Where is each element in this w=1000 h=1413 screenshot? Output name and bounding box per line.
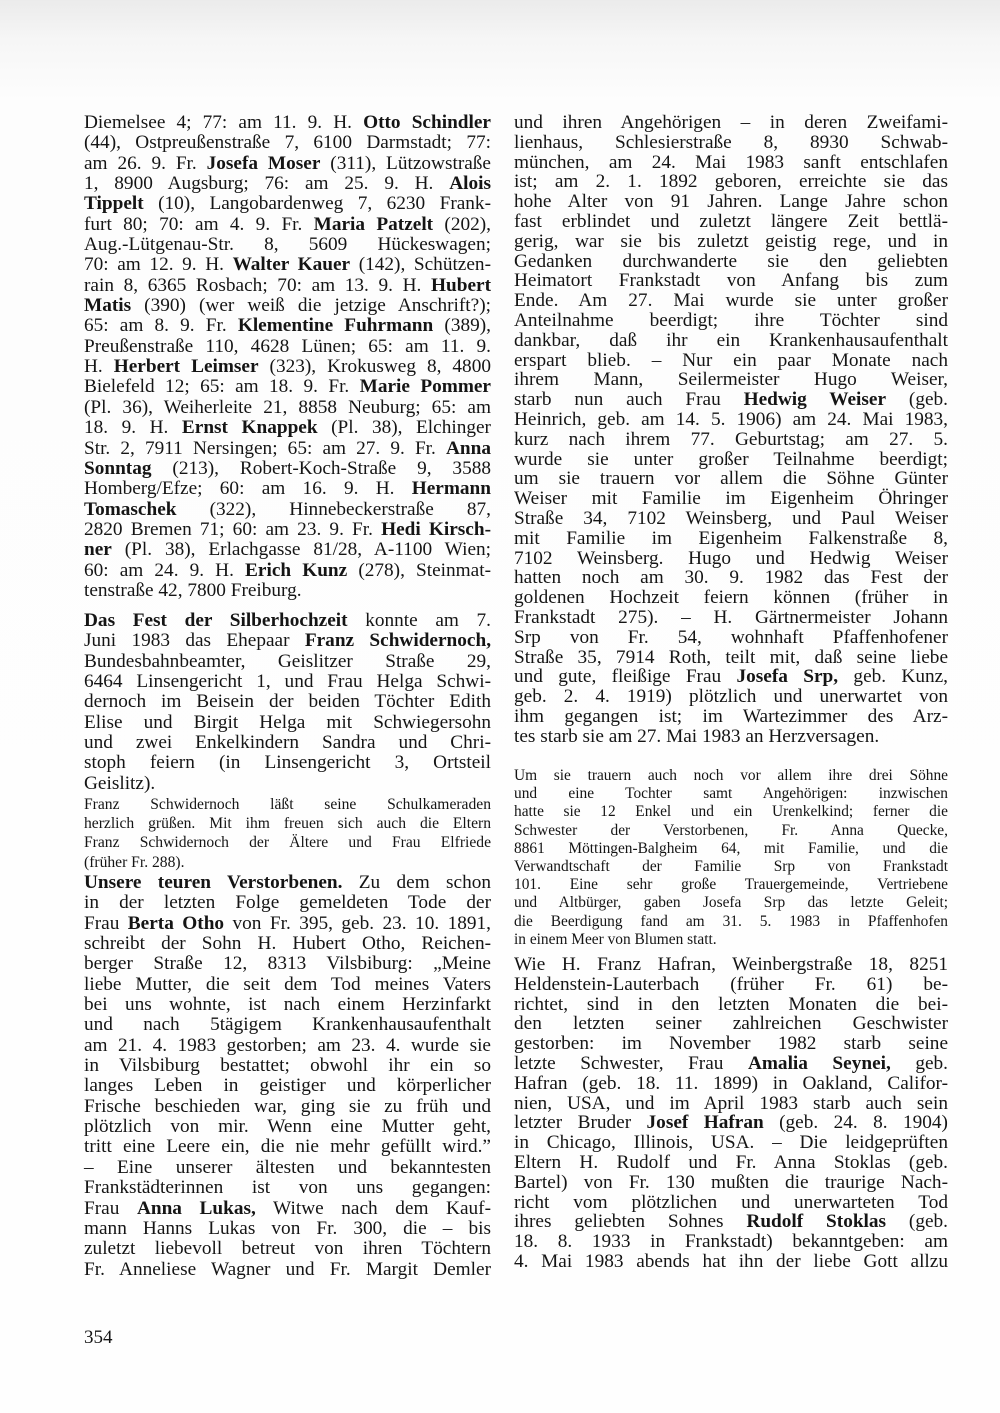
- text-run: richtet, sind in den letzten Monaten die bei-: [514, 993, 948, 1015]
- paragraph-obituaries: [84, 873, 491, 1280]
- text-run: in der letzten Folge gemeldeten Tode der: [84, 892, 491, 914]
- text-run: Straße 34, 7102 Weinsberg, und Paul Weiser: [514, 507, 948, 529]
- text-run: Bundesbahnbeamter, Geislitzer Straße 29,: [84, 650, 491, 672]
- text-run: am 21. 4. 1983 gestorben; am 23. 4. wurde sie: [84, 1034, 491, 1056]
- bold-name: Klementine Fuhrmann: [237, 315, 434, 337]
- bold-name: Maria Patzelt: [313, 213, 434, 235]
- text-run: (Pl. 36), Weiherleite 21, 8858 Neuburg; 65: am: [84, 396, 491, 418]
- text-line: [514, 1212, 948, 1232]
- text-run: Franz Schwidernoch läßt seine Schulkameraden: [84, 796, 491, 813]
- text-run: (390) (wer weiß die jetzige Anschrift?);: [131, 295, 491, 317]
- bold-name: Hedwig Weiser: [743, 389, 887, 411]
- text-run: 6464 Linsengericht 1, und Frau Helga Schwi-: [84, 671, 491, 693]
- text-run: (geb.: [886, 1211, 948, 1233]
- text-line: [84, 795, 491, 814]
- text-run: um sie trauern vor allem die Söhne Günter: [514, 468, 948, 490]
- paragraph-mourners-note: [514, 767, 948, 949]
- text-run: hohe Alter von 91 Jahren. Lange Jahre schon: [514, 191, 948, 213]
- text-run: am 26. 9. Fr.: [84, 152, 207, 174]
- text-run: Frau: [84, 1197, 137, 1219]
- text-run: Um sie trauern auch noch vor allem ihre drei Söhne: [514, 767, 948, 784]
- text-line: [84, 934, 491, 954]
- text-line: [514, 995, 948, 1015]
- text-line: [514, 975, 948, 995]
- text-run: Straße 35, 7914 Roth, teilt mit, daß seine liebe: [514, 646, 948, 668]
- text-run: Ende. Am 27. Mai wurde sie unter großer: [514, 290, 948, 312]
- text-run: ist; am 2. 1. 1892 geboren, erreichte sie das: [514, 171, 948, 193]
- text-line: [84, 1015, 491, 1035]
- text-line: [84, 377, 491, 397]
- text-line: [514, 1252, 948, 1272]
- text-line: [514, 628, 948, 648]
- text-run: Zu dem schon: [342, 872, 491, 893]
- text-line: [84, 418, 491, 438]
- text-line: [514, 1232, 948, 1252]
- text-run: Verwandtschaft der Familie Srp von Frankstadt: [514, 857, 948, 875]
- text-run: fast erblindet und zuletzt längere Zeit bettlä-: [514, 210, 948, 232]
- text-line: [514, 1034, 948, 1054]
- text-run: von Fr. 395, geb. 23. 10. 1891,: [224, 912, 491, 934]
- text-line: [514, 608, 948, 628]
- bold-name: Herbert Leimser: [113, 356, 259, 378]
- text-run: Heinrich, geb. am 14. 5. 1906) am 24. Mai 1983,: [514, 408, 948, 430]
- page-number: 354: [84, 1327, 113, 1348]
- paragraph-obituaries-continued: [514, 113, 948, 747]
- text-run: dernoch im Beisein der beiden Töchter Edith: [84, 691, 491, 713]
- text-run: ihres geliebten Sohnes: [514, 1211, 747, 1233]
- text-run: den letzten seiner zahlreichen Geschwister: [514, 1013, 948, 1035]
- text-run: 18. 8. 1933 in Frankstadt) bekanntgeben: am: [514, 1231, 948, 1253]
- bold-name: Otto Schindler: [363, 112, 491, 133]
- text-run: geb. 2. 4. 1919) plötzlich und unerwartet von: [514, 686, 948, 708]
- text-run: 4. Mai 1983 abends hat ihn der liebe Gott allzu: [514, 1250, 948, 1272]
- text-line: [514, 931, 948, 949]
- text-run: tes starb sie am 27. Mai 1983 an Herzversagen.: [514, 725, 880, 747]
- text-line: [514, 707, 948, 727]
- text-run: Aug.-Lütgenau-Str. 8, 5609 Hückeswagen;: [84, 234, 491, 256]
- text-run: und eine Tochter samt Angehörigen: inzwischen: [514, 785, 948, 803]
- text-run: Srp von Fr. 54, wohnhaft Pfaffenhofener: [514, 626, 948, 648]
- text-line: [514, 172, 948, 192]
- text-run: herzlich grüßen. Mit ihm freuen sich auch die Eltern: [84, 815, 491, 833]
- text-line: [514, 549, 948, 569]
- text-line: [84, 975, 491, 995]
- text-run: (Pl. 38), Elchinger: [317, 417, 491, 439]
- text-line: [84, 631, 491, 651]
- text-line: [84, 357, 491, 377]
- text-line: [84, 235, 491, 255]
- text-run: (früher Fr. 288).: [84, 853, 185, 871]
- text-line: [84, 873, 491, 893]
- bold-name: Erich Kunz: [245, 559, 348, 581]
- text-run: Geislitz).: [84, 772, 156, 794]
- text-run: letzter Bruder: [514, 1112, 647, 1134]
- text-line: [84, 316, 491, 336]
- text-line: [84, 1137, 491, 1157]
- text-line: [514, 894, 948, 912]
- text-run: (202),: [433, 213, 491, 235]
- text-line: [84, 174, 491, 194]
- text-run: mann Hanns Lukas von Fr. 300, die – bis: [84, 1217, 491, 1239]
- text-line: [84, 1158, 491, 1178]
- text-line: [514, 390, 948, 410]
- text-line: [84, 1219, 491, 1239]
- text-run: goldenen Hochzeit feiern können (früher in: [514, 587, 948, 609]
- text-line: [514, 1074, 948, 1094]
- text-run: Frankstädterinnen ist von uns gegangen:: [84, 1177, 491, 1199]
- text-run: Witwe nach dem Kauf-: [255, 1197, 491, 1219]
- text-line: [514, 252, 948, 272]
- text-run: hatten noch am 30. 9. 1982 das Fest der: [514, 567, 948, 589]
- text-run: die Beerdigung fand am 31. 5. 1983 in Pfaffenhofen: [514, 912, 948, 930]
- text-line: [514, 767, 948, 785]
- text-run: Weiser mit Familie im Eigenheim Öhringer: [514, 488, 948, 510]
- text-run: mit Familie im Eigenheim Falkenstraße 8,: [514, 527, 948, 549]
- text-run: plötzlich von mir. Wenn eine Mutter geht,: [84, 1116, 491, 1138]
- text-line: [514, 858, 948, 876]
- text-run: Bielefeld 12; 65: am 18. 9. Fr.: [84, 376, 360, 398]
- text-line: [84, 113, 491, 133]
- bold-name: Tomaschek: [84, 498, 177, 520]
- bold-name: Hubert: [431, 274, 491, 296]
- text-run: tenstraße 42, 7800 Freiburg.: [84, 579, 302, 601]
- text-run: Diemelsee 4; 77: am 11. 9. H.: [84, 112, 364, 133]
- paragraph-hafran-stoklas: [514, 955, 948, 1272]
- text-line: [84, 814, 491, 833]
- text-run: (10), Langobardenweg 7, 6230 Frank-: [143, 193, 491, 215]
- text-run: zuletzt liebevoll betreut von ihren Töchtern: [84, 1238, 491, 1260]
- text-line: [84, 255, 491, 275]
- text-run: langes Leben in geistiger und körperlicher: [84, 1075, 491, 1097]
- text-line: [84, 692, 491, 712]
- text-run: 18. 9. H.: [84, 417, 182, 439]
- text-run: 101. Eine sehr große Trauergemeinde, Vertriebene: [514, 876, 948, 894]
- text-line: [514, 113, 948, 133]
- text-run: Franz Schwidernoch der Ältere und Frau Elfriede: [84, 834, 491, 852]
- text-run: 65: am 8. 9. Fr.: [84, 315, 238, 337]
- text-line: [84, 672, 491, 692]
- text-line: [514, 509, 948, 529]
- text-line: [84, 439, 491, 459]
- text-line: [514, 192, 948, 212]
- text-line: [84, 154, 491, 174]
- text-run: nien, USA, und im April 1983 starb auch sein: [514, 1092, 948, 1114]
- text-run: münchen, am 24. Mai 1983 sanft entschlafen: [514, 151, 948, 173]
- text-run: 1, 8900 Augsburg; 76: am 25. 9. H.: [84, 173, 450, 195]
- text-run: Heldenstein-Lauterbach (früher Fr. 61) be-: [514, 973, 948, 995]
- bold-name: Hedi Kirsch-: [381, 518, 491, 540]
- text-line: [514, 840, 948, 858]
- text-line: [514, 291, 948, 311]
- text-line: [84, 398, 491, 418]
- text-line: [514, 1014, 948, 1034]
- text-line: [84, 1199, 491, 1219]
- text-run: und ihren Angehörigen – in deren Zweifami-: [514, 112, 948, 133]
- text-line: [514, 133, 948, 153]
- text-line: [514, 311, 948, 331]
- text-line: [514, 1094, 948, 1114]
- text-line: [514, 351, 948, 371]
- text-run: richt vom plötzlichen und unerwarteten Tod: [514, 1191, 948, 1213]
- text-run: erspart blieb. – Nur ein paar Monate nach: [514, 349, 948, 371]
- text-line: [84, 276, 491, 296]
- paragraph-greeting-note: [84, 795, 491, 872]
- text-line: [514, 1054, 948, 1074]
- text-line: [514, 430, 948, 450]
- text-run: (44), Ostpreußenstraße 7, 6100 Darmstadt; 77:: [84, 132, 491, 154]
- text-line: [514, 1153, 948, 1173]
- text-run: 60: am 24. 9. H.: [84, 559, 246, 581]
- text-run: Schwester der Verstorbenen, Fr. Anna Quecke,: [514, 821, 948, 839]
- text-line: [84, 1076, 491, 1096]
- text-run: bei uns wohnte, ist nach einem Herzinfarkt: [84, 994, 491, 1016]
- text-run: Frische beschieden war, ging sie zu früh und: [84, 1095, 491, 1117]
- bold-name: Alois: [449, 173, 491, 195]
- text-run: 70: am 12. 9. H.: [84, 254, 233, 276]
- text-run: lienhaus, Schlesierstraße 8, 8930 Schwab-: [514, 131, 948, 153]
- text-line: [84, 914, 491, 934]
- text-line: [514, 1193, 948, 1213]
- text-run: ihrem Mann, Seilermeister Hugo Weiser,: [514, 369, 948, 391]
- text-run: Frankstadt 275). – H. Gärtnermeister Johann: [514, 606, 948, 628]
- text-run: geb. Kunz,: [838, 666, 949, 688]
- text-run: gerig, war sie bis zuletzt geistig rege, und in: [514, 230, 948, 252]
- text-run: berger Straße 12, 8313 Vilsbiburg: „Meine: [84, 953, 491, 975]
- bold-name: Tippelt: [84, 193, 144, 215]
- text-line: [84, 833, 491, 852]
- text-line: [84, 753, 491, 773]
- text-run: rain 8, 6365 Rosbach; 70: am 13. 9. H.: [84, 274, 432, 296]
- text-line: [84, 561, 491, 581]
- text-run: und zwei Enkelkindern Sandra und Chri-: [84, 732, 491, 754]
- text-run: starb nun auch Frau: [514, 389, 744, 411]
- text-line: [84, 459, 491, 479]
- text-run: (213), Robert-Koch-Straße 9, 3588: [151, 457, 491, 479]
- bold-name: Sonntag: [84, 457, 152, 479]
- text-line: [514, 955, 948, 975]
- text-run: (278), Steinmat-: [347, 559, 491, 581]
- text-run: (322), Hinnebeckerstraße 87,: [176, 498, 491, 520]
- text-line: [84, 1056, 491, 1076]
- text-line: [84, 733, 491, 753]
- text-line: [84, 853, 491, 872]
- bold-name: Rudolf Stoklas: [746, 1211, 887, 1233]
- text-run: Preußenstraße 110, 4628 Lünen; 65: am 11. 9.: [84, 335, 491, 357]
- text-line: [514, 568, 948, 588]
- text-run: – Eine unserer ältesten und bekanntesten: [84, 1156, 491, 1178]
- text-line: [84, 337, 491, 357]
- text-line: [514, 648, 948, 668]
- bold-name: Berta Otho: [127, 912, 225, 934]
- text-line: [84, 296, 491, 316]
- text-run: hatte sie 12 Enkel und ein Urenkelkind; ferner die: [514, 803, 948, 821]
- text-line: [84, 1260, 491, 1280]
- text-line: [514, 153, 948, 173]
- bold-name: Hermann: [411, 478, 491, 500]
- text-line: [84, 1178, 491, 1198]
- text-run: Gedanken durchwanderte sie den geliebten: [514, 250, 948, 272]
- text-run: liebe Mutter, die seit dem Tod meines Vaters: [84, 973, 491, 995]
- text-line: [514, 271, 948, 291]
- text-line: [514, 489, 948, 509]
- text-run: Wie H. Franz Hafran, Weinbergstraße 18, 8251: [514, 954, 948, 975]
- text-run: konnte am 7.: [347, 610, 491, 631]
- text-line: [514, 469, 948, 489]
- text-line: [514, 876, 948, 894]
- text-run: Str. 2, 7911 Nersingen; 65: am 27. 9. Fr.: [84, 437, 446, 459]
- text-line: [514, 667, 948, 687]
- text-run: und gute, fleißige Frau: [514, 666, 737, 688]
- text-run: (311), Lützowstraße: [320, 152, 491, 174]
- text-run: (geb. 24. 8. 1904): [763, 1112, 948, 1134]
- text-run: geb.: [890, 1052, 949, 1074]
- text-run: stoph feiern (in Linsengericht 3, Ortsteil: [84, 752, 491, 774]
- text-run: Frau: [84, 912, 128, 934]
- text-run: Eltern H. Rudolf und Fr. Anna Stoklas (geb.: [514, 1151, 948, 1173]
- text-line: [84, 611, 491, 631]
- text-line: [84, 540, 491, 560]
- text-line: [514, 803, 948, 821]
- text-line: [514, 450, 948, 470]
- text-run: und nach 5tägigem Krankenhausaufenthalt: [84, 1014, 491, 1036]
- text-line: [514, 1133, 948, 1153]
- text-line: [84, 893, 491, 913]
- text-line: [84, 520, 491, 540]
- text-run: Elise und Birgit Helga mit Schwiegersohn: [84, 711, 491, 733]
- text-run: letzte Schwester, Frau: [514, 1052, 748, 1074]
- text-run: Fr. Anneliese Wagner und Fr. Margit Demler: [84, 1258, 491, 1280]
- text-line: [514, 913, 948, 931]
- text-line: [84, 1117, 491, 1137]
- text-run: wurde sie unter großer Teilnahme beerdigt;: [514, 448, 948, 470]
- bold-name: Walter Kauer: [232, 254, 351, 276]
- text-line: [514, 331, 948, 351]
- text-run: tritt eine Leere ein, die nie mehr gefüllt wird.”: [84, 1136, 491, 1158]
- text-line: [514, 1173, 948, 1193]
- text-line: [514, 410, 948, 430]
- text-line: [84, 1239, 491, 1259]
- text-run: (389),: [433, 315, 491, 337]
- text-line: [84, 1097, 491, 1117]
- text-line: [84, 1036, 491, 1056]
- text-run: 2820 Bremen 71; 60: am 23. 9. Fr.: [84, 518, 382, 540]
- text-line: [514, 232, 948, 252]
- bold-name: Josef Hafran: [646, 1112, 764, 1134]
- text-line: [84, 652, 491, 672]
- text-run: ihm gegangen ist; im Wartezimmer des Arz-: [514, 705, 948, 727]
- bold-name: Anna Lukas,: [136, 1197, 256, 1219]
- text-run: 8861 Möttingen-Balgheim 64, mit Familie, und die: [514, 839, 948, 857]
- text-run: 7102 Weinsberg. Hugo und Hedwig Weiser: [514, 547, 948, 569]
- text-line: [84, 954, 491, 974]
- text-run: (geb.: [886, 389, 948, 411]
- text-line: [514, 727, 948, 747]
- text-run: in Chicago, Illinois, USA. – Die leidgeprüften: [514, 1132, 948, 1154]
- text-run: Juni 1983 das Ehepaar: [84, 630, 305, 652]
- text-run: und Altbürger, gaben Josefa Srp das letzte Geleit;: [514, 894, 948, 912]
- text-run: Bartel) von Fr. 130 mußten die traurige Nach-: [514, 1171, 948, 1193]
- text-run: gestorben: im November 1982 starb seine: [514, 1033, 948, 1055]
- bold-name: ner: [84, 539, 112, 561]
- text-line: [514, 687, 948, 707]
- text-line: [514, 785, 948, 803]
- text-line: [84, 774, 491, 794]
- text-run: Hafran (geb. 18. 11. 1899) in Oakland, Califor-: [514, 1072, 948, 1094]
- text-run: Homberg/Efze; 60: am 16. 9. H.: [84, 478, 412, 500]
- bold-name: Amalia Seynei,: [747, 1052, 891, 1074]
- bold-name: Unsere teuren Verstorbenen.: [84, 872, 343, 893]
- bold-name: Ernst Knappek: [181, 417, 318, 439]
- text-run: in einem Meer von Blumen statt.: [514, 930, 717, 948]
- text-run: schreibt der Sohn H. Hubert Otho, Reichen-: [84, 933, 491, 955]
- bold-name: Matis: [84, 295, 132, 317]
- text-line: [514, 1113, 948, 1133]
- text-line: [514, 822, 948, 840]
- bold-name: Franz Schwidernoch,: [304, 630, 492, 652]
- bold-name: Josefa Moser: [206, 152, 321, 174]
- text-run: Anteilnahme beerdigt; ihre Töchter sind: [514, 309, 948, 331]
- text-run: in Vilsbiburg bestattet; obwohl ihr ein so: [84, 1055, 491, 1077]
- text-run: (Pl. 38), Erlachgasse 81/28, A-1100 Wien;: [111, 539, 491, 561]
- text-line: [84, 479, 491, 499]
- text-line: [514, 529, 948, 549]
- text-line: [84, 713, 491, 733]
- text-run: H.: [84, 356, 114, 378]
- text-line: [84, 500, 491, 520]
- text-run: (142), Schützen-: [350, 254, 491, 276]
- text-line: [84, 133, 491, 153]
- paragraph-birthdays: [84, 113, 491, 601]
- text-run: (323), Krokusweg 8, 4800: [258, 356, 491, 378]
- text-run: dankbar, daß ihr ein Krankenhausaufenthalt: [514, 329, 948, 351]
- text-line: [84, 194, 491, 214]
- text-line: [514, 212, 948, 232]
- text-line: [84, 581, 491, 601]
- bold-name: Marie Pommer: [359, 376, 491, 398]
- text-run: furt 80; 70: am 4. 9. Fr.: [84, 213, 314, 235]
- text-line: [514, 588, 948, 608]
- text-line: [84, 215, 491, 235]
- text-run: kurz nach ihrem 77. Geburtstag; am 27. 5.: [514, 428, 948, 450]
- text-line: [84, 995, 491, 1015]
- bold-name: Josefa Srp,: [736, 666, 839, 688]
- paragraph-silver-wedding: [84, 611, 491, 794]
- text-line: [514, 370, 948, 390]
- bold-name: Anna: [445, 437, 491, 459]
- text-run: Heimatort Frankstadt von Anfang bis zum: [514, 270, 948, 292]
- bold-name: Das Fest der Silberhochzeit: [84, 610, 348, 631]
